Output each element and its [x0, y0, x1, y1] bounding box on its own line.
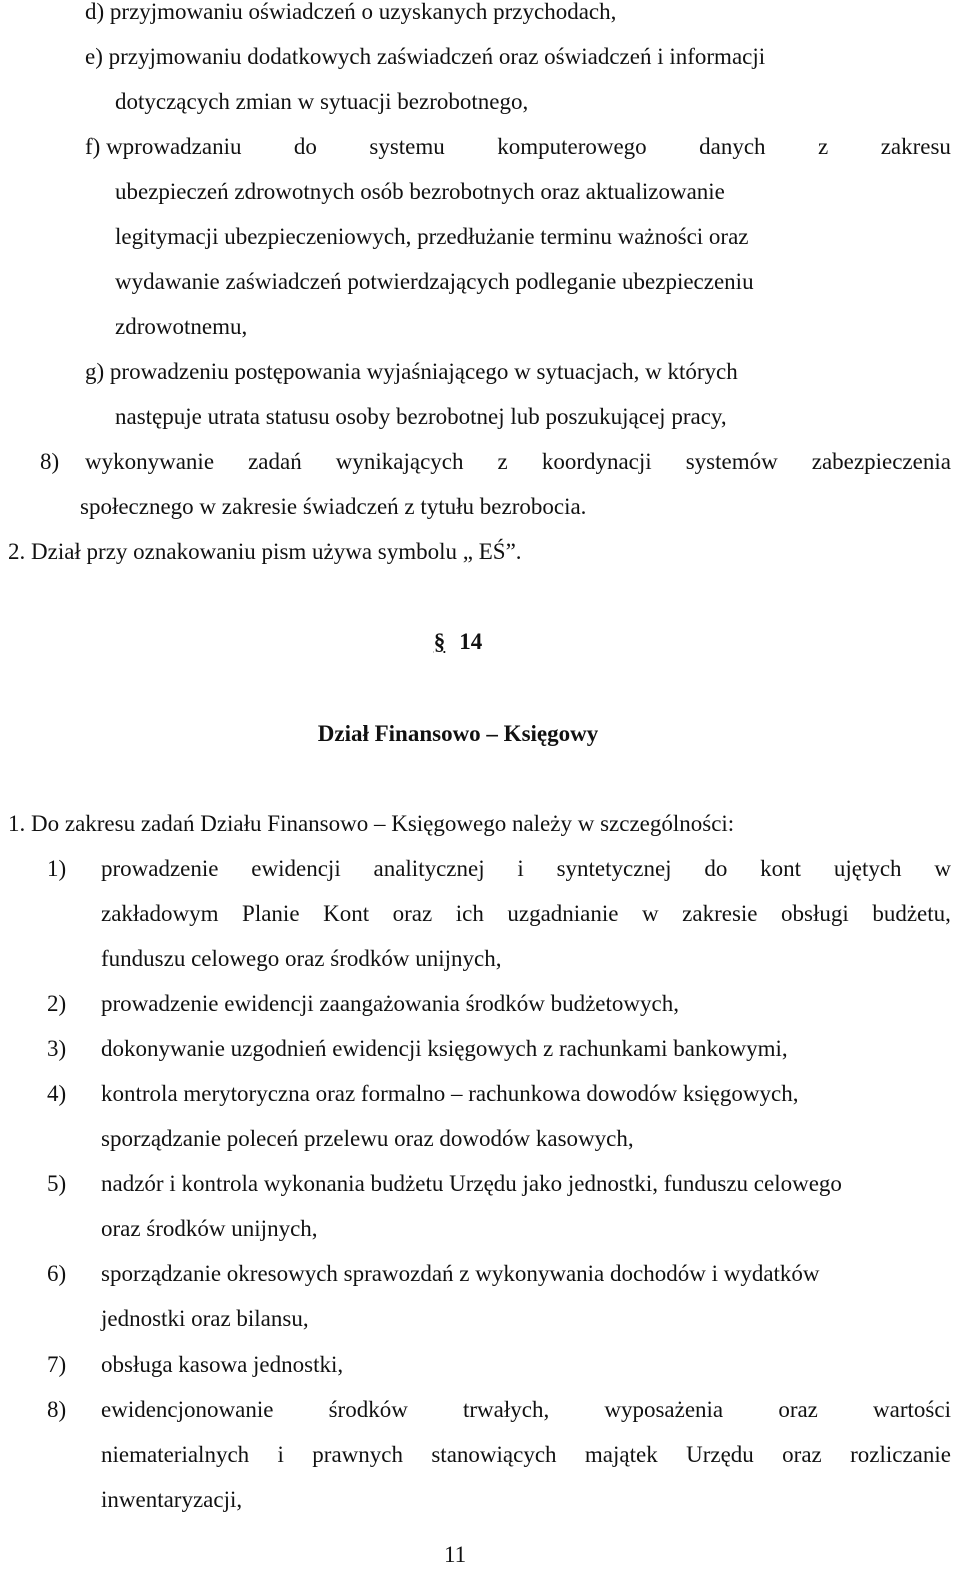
list-item-g-cont: następuje utrata statusu osoby bezrobotnej lub poszukującej pracy,	[115, 404, 727, 429]
item-3-number: 3)	[47, 1036, 67, 1061]
list-item-f-cont-1: ubezpieczeń zdrowotnych osób bezrobotnych oraz aktualizowanie	[115, 179, 725, 204]
item-4-cont: sporządzanie poleceń przelewu oraz dowodów kasowych,	[101, 1126, 634, 1151]
item-7-text: obsługa kasowa jednostki,	[101, 1352, 344, 1377]
list-item-f-cont-4: zdrowotnemu,	[115, 314, 248, 339]
paragraph-2: 2. Dział przy oznakowaniu pism używa symbolu „ EŚ”.	[8, 539, 522, 564]
item-4-text: kontrola merytoryczna oraz formalno – rachunkowa dowodów księgowych,	[101, 1081, 799, 1106]
item-5-text: nadzór i kontrola wykonania budżetu Urzędu jako jednostki, funduszu celowego	[101, 1171, 842, 1196]
item-3-text: dokonywanie uzgodnień ewidencji księgowych z rachunkami bankowymi,	[101, 1036, 788, 1061]
item-2-text: prowadzenie ewidencji zaangażowania środków budżetowych,	[101, 991, 679, 1016]
section-sign: §	[433, 629, 446, 654]
list-item-f: f) wprowadzaniu do systemu komputerowego danych z zakresu	[85, 134, 951, 159]
point-8-cont: społecznego w zakresie świadczeń z tytułu bezrobocia.	[80, 494, 587, 519]
item-6-cont: jednostki oraz bilansu,	[101, 1306, 309, 1331]
item-8-number: 8)	[47, 1397, 67, 1422]
list-item-g: g) prowadzeniu postępowania wyjaśniającego w sytuacjach, w których	[85, 359, 738, 384]
list-item-d: d) przyjmowaniu oświadczeń o uzyskanych przychodach,	[85, 0, 617, 24]
item-8-line-2: niematerialnych i prawnych stanowiących majątek Urzędu oraz rozliczanie	[101, 1442, 951, 1467]
section-title: Dział Finansowo – Księgowy	[317, 721, 599, 746]
point-8: wykonywanie zadań wynikających z koordynacji systemów zabezpieczenia	[85, 449, 951, 474]
point-8-number: 8)	[40, 449, 60, 474]
item-1-line-2: zakładowym Planie Kont oraz ich uzgadnianie w zakresie obsługi budżetu,	[101, 901, 951, 926]
item-2-number: 2)	[47, 991, 67, 1016]
item-8-line-3: inwentaryzacji,	[101, 1487, 243, 1512]
item-8-line-1: ewidencjonowanie środków trwałych, wyposażenia oraz wartości	[101, 1397, 951, 1422]
item-1-line-1: prowadzenie ewidencji analitycznej i syntetycznej do kont ujętych w	[101, 856, 951, 881]
list-item-f-cont-2: legitymacji ubezpieczeniowych, przedłużanie terminu ważności oraz	[115, 224, 749, 249]
section-number: 14	[459, 629, 483, 654]
section-heading	[0, 628, 916, 656]
list-item-f-cont-3: wydawanie zaświadczeń potwierdzających podleganie ubezpieczeniu	[115, 269, 754, 294]
list-item-e-cont: dotyczących zmian w sytuacji bezrobotnego,	[115, 89, 529, 114]
item-1-number: 1)	[47, 856, 67, 881]
paragraph-1: 1. Do zakresu zadań Działu Finansowo – Księgowego należy w szczególności:	[8, 811, 735, 836]
item-6-number: 6)	[47, 1261, 67, 1286]
item-5-cont: oraz środków unijnych,	[101, 1216, 318, 1241]
page-number: 11	[444, 1542, 467, 1567]
list-item-e: e) przyjmowaniu dodatkowych zaświadczeń oraz oświadczeń i informacji	[85, 44, 766, 69]
item-4-number: 4)	[47, 1081, 67, 1106]
item-1-line-3: funduszu celowego oraz środków unijnych,	[101, 946, 502, 971]
item-5-number: 5)	[47, 1171, 67, 1196]
item-7-number: 7)	[47, 1352, 67, 1377]
item-6-text: sporządzanie okresowych sprawozdań z wykonywania dochodów i wydatków	[101, 1261, 820, 1286]
